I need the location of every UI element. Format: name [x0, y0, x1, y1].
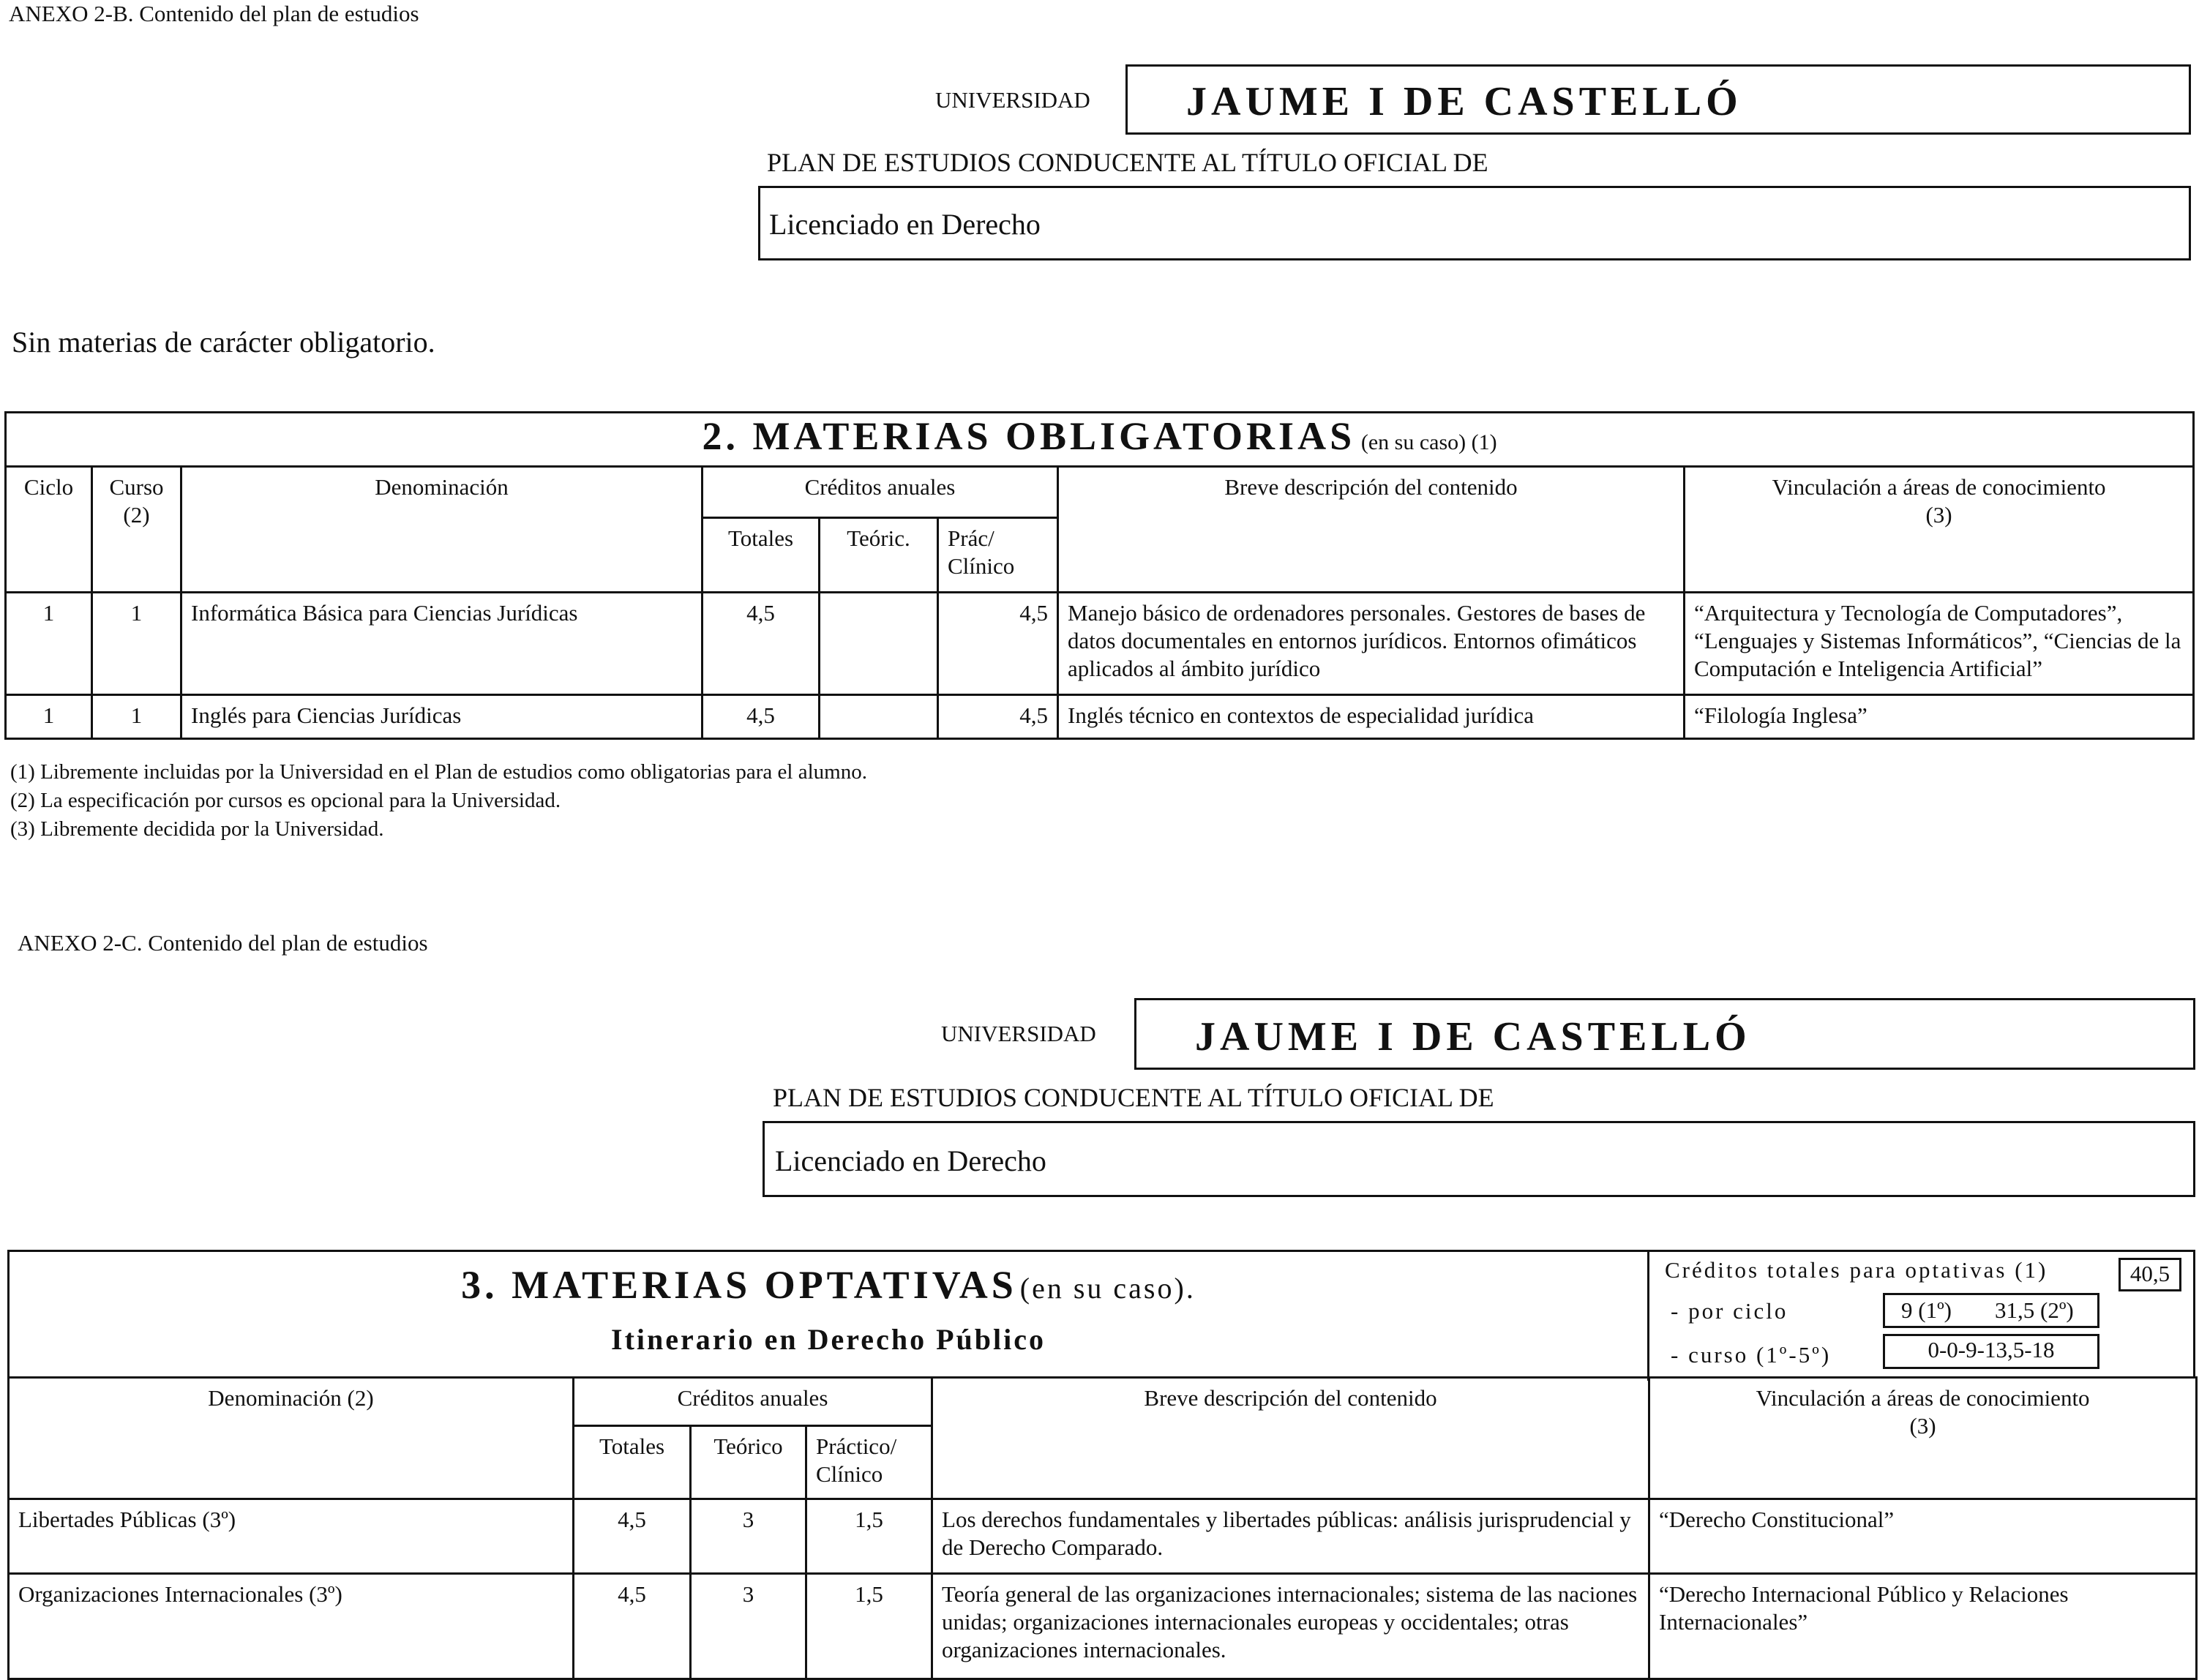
- annex-b-heading: ANEXO 2-B. Contenido del plan de estudios: [9, 1, 419, 26]
- header-denominacion: Denominación: [181, 467, 703, 593]
- university-name: JAUME I DE CASTELLÓ: [1186, 79, 1742, 124]
- row-teoric: [820, 593, 938, 695]
- header-clinico-label: Clínico: [948, 553, 1015, 579]
- header-vinculacion-note: (3): [1925, 502, 1952, 528]
- row-descripcion: Inglés técnico en contextos de especialidad jurídica: [1058, 695, 1685, 739]
- row-descripcion: Teoría general de las organizaciones internacionales; sistema de las naciones unidas; organizaciones internacionales europeas y occidentales; otras organizaciones internacionales.: [932, 1574, 1649, 1679]
- por-ciclo-first: 9 (1º): [1901, 1297, 1952, 1323]
- por-ciclo-second: 31,5 (2º): [1995, 1297, 2074, 1323]
- header-curso-note: (2): [123, 502, 150, 528]
- row-curso: 1: [92, 593, 181, 695]
- optativas-title-line: [10, 1262, 1647, 1308]
- annex-c-heading: ANEXO 2-C. Contenido del plan de estudios: [18, 930, 428, 956]
- row-vinculacion: “Arquitectura y Tecnología de Computadores”, “Lenguajes y Sistemas Informáticos”, “Ciencias de la Computación e Inteligencia Artificial”: [1685, 593, 2194, 695]
- header-ciclo: Ciclo: [6, 467, 92, 593]
- row-practico: 1,5: [806, 1499, 932, 1574]
- header-practico-c-label: Práctico/: [816, 1433, 897, 1459]
- university-box: [1125, 64, 2191, 135]
- header-clinico-c-label: Clínico: [816, 1461, 883, 1487]
- row-vinculacion: “Derecho Constitucional”: [1649, 1499, 2197, 1574]
- table-title-cell: [6, 413, 2194, 467]
- optativas-title-suffix: (en su caso).: [1019, 1272, 1196, 1305]
- university-box-c: [1134, 998, 2195, 1070]
- header-prac: [938, 518, 1058, 593]
- no-mandatory-note: Sin materias de carácter obligatorio.: [12, 326, 435, 359]
- row-prac: 4,5: [938, 695, 1058, 739]
- credits-total-box: 40,5: [2119, 1258, 2181, 1291]
- row-denominacion: Informática Básica para Ciencias Jurídicas: [181, 593, 703, 695]
- row-curso: 1: [92, 695, 181, 739]
- row-totales: 4,5: [703, 593, 820, 695]
- header-vinculacion: [1685, 467, 2194, 593]
- table-row: [9, 1499, 2197, 1574]
- table-title: 2. MATERIAS OBLIGATORIAS: [702, 414, 1356, 458]
- optativas-header-box: [7, 1250, 2195, 1379]
- header-prac-label: Prác/: [948, 525, 994, 551]
- row-totales: 4,5: [574, 1574, 691, 1679]
- curso-box: 0-0-9-13,5-18: [1883, 1334, 2099, 1369]
- header-descripcion-c: Breve descripción del contenido: [932, 1378, 1649, 1499]
- table-row: [6, 695, 2194, 739]
- header-divider: [1647, 1252, 1649, 1381]
- row-descripcion: Manejo básico de ordenadores personales. Gestores de bases de datos documentales en entornos jurídicos. Entornos ofimáticos aplicados al ámbito jurídico: [1058, 593, 1685, 695]
- header-teoric: Teóric.: [820, 518, 938, 593]
- row-totales: 4,5: [703, 695, 820, 739]
- table-row: [6, 593, 2194, 695]
- header-curso-label: Curso: [109, 474, 164, 500]
- header-descripcion: Breve descripción del contenido: [1058, 467, 1685, 593]
- footnote-3: (3) Libremente decidida por la Universidad.: [10, 817, 384, 841]
- header-creditos: Créditos anuales: [703, 467, 1058, 518]
- header-vinculacion-c: [1649, 1378, 2197, 1499]
- row-teoric: [820, 695, 938, 739]
- university-label-c: UNIVERSIDAD: [941, 1021, 1096, 1046]
- footnote-1: (1) Libremente incluidas por la Universidad en el Plan de estudios como obligatorias para el alumno.: [10, 760, 867, 784]
- header-totales-c: Totales: [574, 1426, 691, 1499]
- header-vinculacion-c-label: Vinculación a áreas de conocimiento: [1756, 1385, 2090, 1411]
- table-row: [9, 1574, 2197, 1679]
- footnotes: [10, 758, 867, 844]
- plan-label: PLAN DE ESTUDIOS CONDUCENTE AL TÍTULO OFICIAL DE: [767, 148, 1488, 177]
- header-vinculacion-label: Vinculación a áreas de conocimiento: [1772, 474, 2106, 500]
- header-totales: Totales: [703, 518, 820, 593]
- row-ciclo: 1: [6, 593, 92, 695]
- row-vinculacion: “Derecho Internacional Público y Relaciones Internacionales”: [1649, 1574, 2197, 1679]
- row-ciclo: 1: [6, 695, 92, 739]
- row-prac: 4,5: [938, 593, 1058, 695]
- optativas-subtitle: Itinerario en Derecho Público: [611, 1323, 1046, 1356]
- header-denominacion-c: Denominación (2): [9, 1378, 574, 1499]
- header-vinculacion-c-note: (3): [1909, 1413, 1936, 1439]
- header-creditos-c: Créditos anuales: [574, 1378, 932, 1426]
- row-teorico: 3: [691, 1499, 806, 1574]
- row-denominacion: Libertades Públicas (3º): [9, 1499, 574, 1574]
- row-denominacion: Organizaciones Internacionales (3º): [9, 1574, 574, 1679]
- row-descripcion: Los derechos fundamentales y libertades públicas: análisis jurisprudencial y de Derecho Comparado.: [932, 1499, 1649, 1574]
- materias-obligatorias-table: [4, 411, 2195, 740]
- degree-box: [758, 186, 2191, 260]
- footnote-2: (2) La especificación por cursos es opcional para la Universidad.: [10, 789, 561, 812]
- curso-label: - curso (1º-5º): [1671, 1342, 1832, 1368]
- degree-name-c: Licenciado en Derecho: [775, 1144, 1046, 1177]
- university-name-c: JAUME I DE CASTELLÓ: [1195, 1014, 1751, 1060]
- university-label: UNIVERSIDAD: [935, 87, 1090, 113]
- row-practico: 1,5: [806, 1574, 932, 1679]
- optativas-title: 3. MATERIAS OPTATIVAS: [461, 1263, 1017, 1307]
- row-denominacion: Inglés para Ciencias Jurídicas: [181, 695, 703, 739]
- header-teorico-c: Teórico: [691, 1426, 806, 1499]
- table-title-suffix: (en su caso) (1): [1360, 430, 1497, 454]
- degree-box-c: [763, 1121, 2195, 1197]
- plan-label-c: PLAN DE ESTUDIOS CONDUCENTE AL TÍTULO OFICIAL DE: [773, 1083, 1494, 1112]
- materias-optativas-table: [7, 1376, 2198, 1680]
- credits-label: Créditos totales para optativas (1): [1665, 1257, 2048, 1283]
- por-ciclo-box: [1883, 1293, 2099, 1328]
- degree-name: Licenciado en Derecho: [769, 208, 1041, 241]
- row-vinculacion: “Filología Inglesa”: [1685, 695, 2194, 739]
- header-curso: [92, 467, 181, 593]
- row-totales: 4,5: [574, 1499, 691, 1574]
- row-teorico: 3: [691, 1574, 806, 1679]
- por-ciclo-label: - por ciclo: [1671, 1298, 1788, 1324]
- header-practico-c: [806, 1426, 932, 1499]
